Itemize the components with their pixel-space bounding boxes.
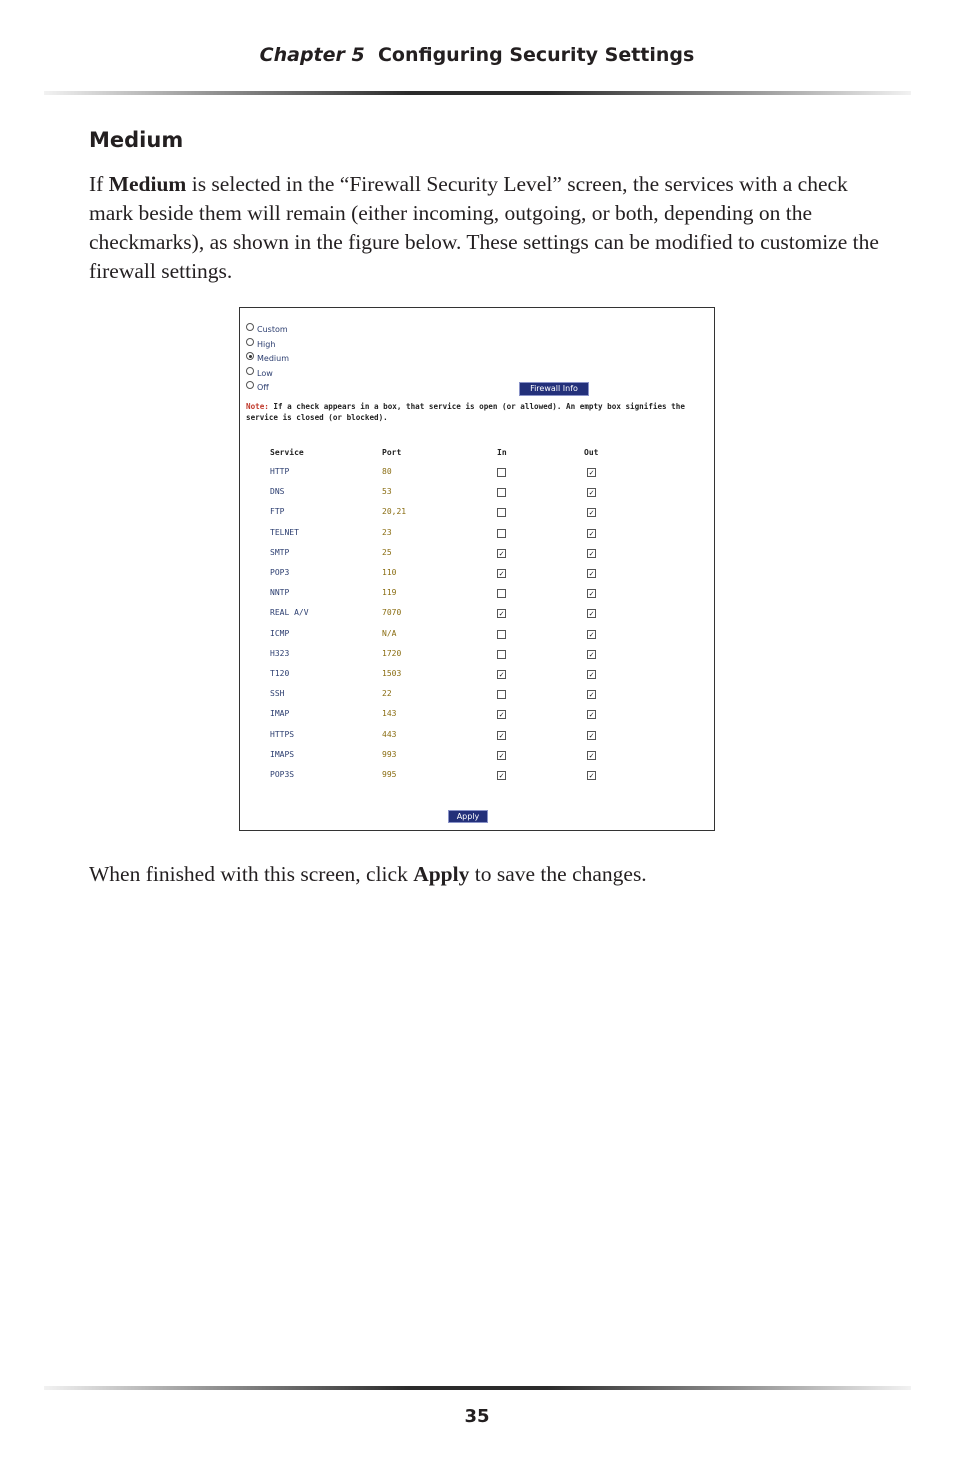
radio-button[interactable] (246, 323, 254, 331)
service-port: 119 (382, 588, 397, 598)
service-port: 22 (382, 689, 392, 699)
intro-bold: Medium (108, 172, 187, 196)
in-checkbox[interactable]: ✓ (497, 731, 506, 740)
table-row (240, 649, 714, 663)
column-header-out: Out (584, 448, 599, 457)
service-name: POP3 (270, 568, 290, 577)
service-port: 25 (382, 547, 392, 557)
level-label: Low (257, 368, 273, 378)
service-name: TELNET (270, 527, 299, 537)
in-checkbox[interactable] (497, 589, 506, 598)
in-checkbox[interactable] (497, 488, 506, 497)
service-port: 53 (382, 487, 392, 497)
service-port: 1720 (382, 648, 402, 658)
out-checkbox[interactable]: ✓ (587, 508, 596, 517)
service-port: 7070 (382, 608, 402, 618)
in-checkbox[interactable] (497, 650, 506, 659)
service-name: ICMP (270, 628, 290, 638)
service-name: POP3S (270, 770, 295, 779)
out-checkbox[interactable]: ✓ (587, 468, 596, 477)
level-label: High (257, 339, 276, 349)
table-row (240, 568, 714, 582)
service-port: 1503 (382, 669, 402, 678)
in-checkbox[interactable] (497, 508, 506, 517)
table-row (240, 689, 714, 703)
level-label: Custom (257, 325, 288, 334)
out-checkbox[interactable]: ✓ (587, 609, 596, 618)
table-row (240, 588, 714, 602)
service-name: HTTPS (270, 729, 295, 739)
out-checkbox[interactable]: ✓ (587, 549, 596, 558)
table-row (240, 750, 714, 764)
out-checkbox[interactable]: ✓ (587, 670, 596, 679)
level-label: Medium (257, 354, 289, 363)
table-row (240, 528, 714, 542)
out-checkbox[interactable]: ✓ (587, 771, 596, 780)
radio-button[interactable] (246, 352, 254, 360)
service-port: 443 (382, 729, 397, 739)
in-checkbox[interactable]: ✓ (497, 710, 506, 719)
level-option-4[interactable] (246, 380, 269, 392)
in-checkbox[interactable]: ✓ (497, 751, 506, 760)
footer-divider (44, 1386, 911, 1390)
in-checkbox[interactable]: ✓ (497, 569, 506, 578)
closing-rest: to save the changes. (469, 862, 647, 886)
apply-button[interactable]: Apply (448, 810, 488, 823)
intro-lead: If (89, 172, 109, 196)
table-row (240, 770, 714, 784)
service-name: DNS (270, 487, 285, 497)
in-checkbox[interactable] (497, 529, 506, 538)
level-option-3[interactable] (246, 366, 273, 378)
note-label: Note: (246, 402, 269, 411)
note-body: If a check appears in a box, that service is open (or allowed). An empty box signifies the service is closed (or blocked). (246, 402, 685, 422)
level-option-0[interactable] (246, 322, 288, 334)
intro-paragraph (89, 170, 879, 286)
table-row (240, 629, 714, 643)
table-row (240, 669, 714, 683)
chapter-header (0, 44, 954, 66)
in-checkbox[interactable]: ✓ (497, 771, 506, 780)
service-name: REAL A/V (270, 608, 309, 618)
service-name: IMAPS (270, 749, 295, 759)
column-header-in: In (497, 448, 507, 457)
out-checkbox[interactable]: ✓ (587, 710, 596, 719)
service-name: SSH (270, 689, 285, 699)
out-checkbox[interactable]: ✓ (587, 650, 596, 659)
header-divider (44, 91, 911, 95)
table-row (240, 487, 714, 501)
out-checkbox[interactable]: ✓ (587, 731, 596, 740)
service-name: FTP (270, 507, 285, 517)
service-port: 995 (382, 770, 397, 779)
table-row (240, 608, 714, 622)
chapter-label: Chapter 5 (259, 44, 365, 66)
in-checkbox[interactable] (497, 468, 506, 477)
level-option-2[interactable] (246, 351, 289, 363)
service-name: T120 (270, 669, 290, 678)
out-checkbox[interactable]: ✓ (587, 529, 596, 538)
note-text (246, 401, 686, 423)
service-name: IMAP (270, 709, 290, 719)
section-title: Medium (89, 128, 184, 152)
intro-rest: is selected in the “Firewall Security Level” screen, the services with a check mark beside them will remain (either incoming, outgoing, or both, depending on the checkmarks), as shown in the figure below. These settings can be modified to customize the firewall settings. (89, 172, 879, 283)
service-port: 110 (382, 568, 397, 577)
level-option-1[interactable] (246, 337, 275, 349)
table-row (240, 507, 714, 521)
firewall-info-button[interactable]: Firewall Info (519, 382, 589, 396)
in-checkbox[interactable]: ✓ (497, 670, 506, 679)
in-checkbox[interactable]: ✓ (497, 549, 506, 558)
firewall-screenshot (239, 307, 715, 831)
closing-bold: Apply (413, 862, 470, 886)
service-name: H323 (270, 648, 290, 658)
out-checkbox[interactable]: ✓ (587, 690, 596, 699)
radio-button[interactable] (246, 367, 254, 375)
chapter-title: Configuring Security Settings (377, 44, 695, 66)
service-name: HTTP (270, 467, 290, 476)
service-name: NNTP (270, 588, 290, 598)
column-header-service: Service (270, 448, 304, 457)
table-row (240, 709, 714, 723)
service-port: 143 (382, 709, 397, 719)
out-checkbox[interactable]: ✓ (587, 488, 596, 497)
service-name: SMTP (270, 547, 290, 557)
in-checkbox[interactable] (497, 690, 506, 699)
page-number: 35 (464, 1406, 490, 1427)
service-port: N/A (382, 628, 397, 638)
out-checkbox[interactable]: ✓ (587, 569, 596, 578)
in-checkbox[interactable] (497, 630, 506, 639)
table-row (240, 467, 714, 481)
in-checkbox[interactable]: ✓ (497, 609, 506, 618)
table-row (240, 548, 714, 562)
service-port: 23 (382, 527, 392, 537)
column-header-port: Port (382, 448, 402, 457)
level-label: Off (257, 383, 269, 392)
service-port: 993 (382, 749, 397, 759)
out-checkbox[interactable]: ✓ (587, 630, 596, 639)
table-row (240, 730, 714, 744)
radio-button[interactable] (246, 381, 254, 389)
service-port: 20,21 (382, 507, 407, 517)
service-port: 80 (382, 467, 392, 476)
radio-button[interactable] (246, 338, 254, 346)
out-checkbox[interactable]: ✓ (587, 589, 596, 598)
closing-paragraph (89, 860, 879, 889)
closing-lead: When finished with this screen, click (89, 862, 414, 886)
out-checkbox[interactable]: ✓ (587, 751, 596, 760)
